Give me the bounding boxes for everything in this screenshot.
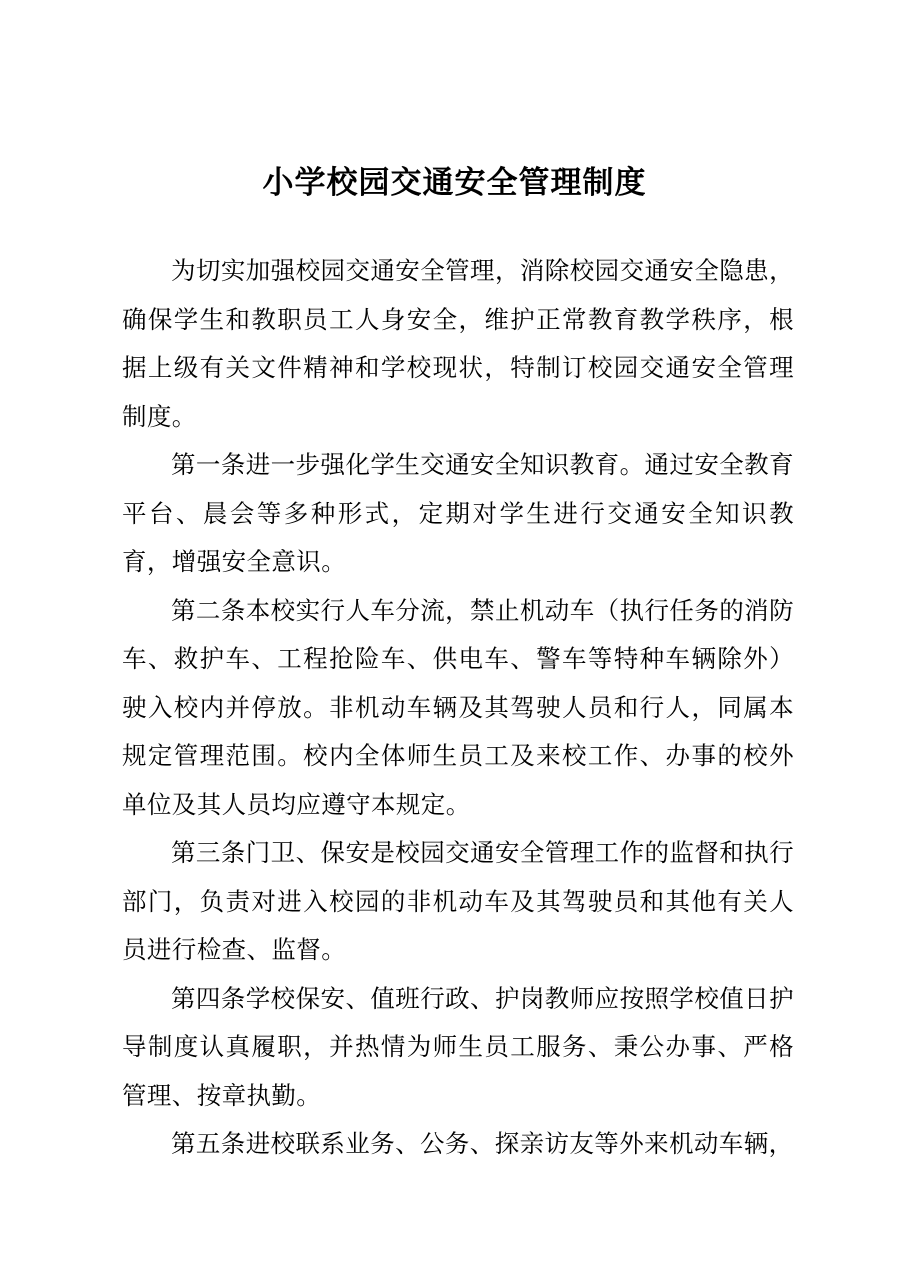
intro-paragraph: 为切实加强校园交通安全管理，消除校园交通安全隐患，确保学生和教职员工人身安全，维护正常教育教学秩序，根据上级有关文件精神和学校现状，特制订校园交通安全管理制度。 [122,256,794,431]
article-5-paragraph: 第五条进校联系业务、公务、探亲访友等外来机动车辆， [171,1129,794,1158]
document-body [122,247,794,1169]
article-1-paragraph: 第一条进一步强化学生交通安全知识教育。通过安全教育平台、晨会等多种形式，定期对学生进行交通安全知识教育，增强安全意识。 [122,450,794,576]
article-2-paragraph: 第二条本校实行人车分流，禁止机动车（执行任务的消防车、救护车、工程抢险车、供电车、警车等特种车辆除外）驶入校内并停放。非机动车辆及其驾驶人员和行人，同属本规定管理范围。校内全体师生员工及来校工作、办事的校外单位及其人员均应遵守本规定。 [122,595,794,819]
article-3-paragraph: 第三条门卫、保安是校园交通安全管理工作的监督和执行部门，负责对进入校园的非机动车及其驾驶员和其他有关人员进行检查、监督。 [122,838,794,964]
article-4-paragraph: 第四条学校保安、值班行政、护岗教师应按照学校值日护导制度认真履职，并热情为师生员工服务、秉公办事、严格管理、按章执勤。 [122,983,794,1110]
document-title: 小学校园交通安全管理制度 [262,165,647,201]
